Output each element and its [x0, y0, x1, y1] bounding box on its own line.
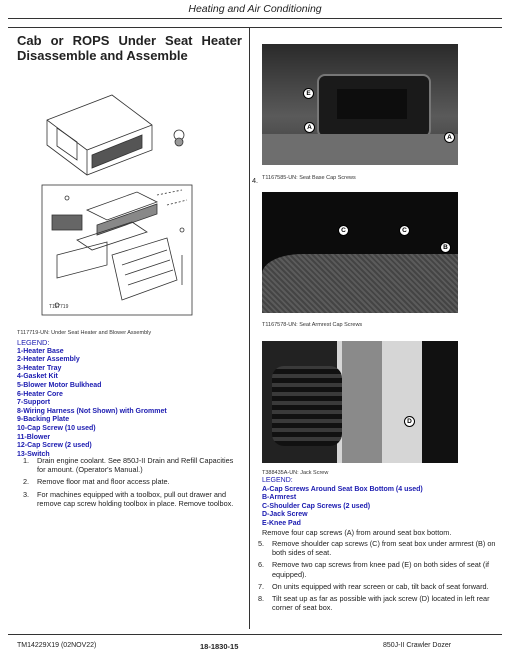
legend-item: 2-Heater Assembly: [17, 356, 80, 364]
legend-item: 6-Heater Core: [17, 390, 63, 398]
legend-item: 7-Support: [17, 399, 51, 407]
footer-page-number: 18-1830-15: [200, 642, 239, 651]
footer-rule: [8, 634, 502, 635]
steps-left: [17, 456, 242, 511]
legend-item: 8-Wiring Harness (Not Shown) with Grommet: [17, 407, 167, 415]
step-item: 1. Drain engine coolant. See 850J-II Drain and Refill Capacities for amount. (Operator's Manual.): [23, 456, 234, 475]
step-item: 7. On units equipped with rear screen or cab, tilt back of seat forward.: [258, 581, 489, 591]
section-title-line2: Disassemble and Assemble: [17, 48, 188, 63]
legend-item: 12-Cap Screw (2 used): [17, 442, 92, 450]
legend-item: 9-Backing Plate: [17, 416, 70, 424]
legend1-heading: LEGEND:: [17, 338, 50, 347]
seat-armrest-photo: [262, 192, 458, 313]
jack-screw-photo: [262, 341, 458, 463]
callout-D: D: [404, 416, 415, 427]
legend-item: B-Armrest: [262, 494, 297, 502]
legend-item: 10-Cap Screw (10 used): [17, 424, 96, 432]
callout-C: C: [338, 225, 349, 236]
legend-item: 3-Heater Tray: [17, 364, 62, 372]
figure1-caption: T117719-UN: Under Seat Heater and Blower Assembly: [17, 330, 152, 336]
step-item: 5. Remove shoulder cap screws (C) from seat box under armrest (B) on both sides of seat.: [258, 539, 496, 558]
legend-item: C-Shoulder Cap Screws (2 used): [262, 502, 371, 510]
photo3-caption: T388435A-UN: Jack Screw: [262, 470, 329, 476]
photo1-caption: T1167585-UN: Seat Base Cap Screws: [262, 175, 356, 181]
photo2-caption: T1167578-UN: Seat Armrest Cap Screws: [262, 322, 363, 328]
callout-A: A: [304, 122, 315, 133]
section-title-line1: Cab or ROPS Under Seat Heater: [17, 33, 242, 48]
legend-item: 1-Heater Base: [17, 347, 64, 355]
callout-A: A: [444, 132, 455, 143]
legend-item: E-Knee Pad: [262, 519, 301, 527]
steps-right: [252, 539, 500, 615]
legend-item: 13-Switch: [17, 450, 50, 458]
header-rule: [8, 18, 502, 19]
callout-E: E: [303, 88, 314, 99]
step-item: 8. Tilt seat up as far as possible with jack screw (D) located in left rear corner of seat box.: [258, 594, 490, 613]
legend-item: D-Jack Screw: [262, 511, 308, 519]
legend-item: 4-Gasket Kit: [17, 373, 58, 381]
step4-number: 4.: [252, 176, 259, 185]
legend-item: 5-Blower Motor Bulkhead: [17, 381, 102, 389]
step-item: 2. Remove floor mat and floor access plate.: [23, 477, 170, 487]
page-header-title: Heating and Air Conditioning: [188, 3, 322, 15]
legend2-description: Remove four cap screws (A) from around seat box bottom.: [262, 527, 452, 537]
legend-item: A-Cap Screws Around Seat Box Bottom (4 used): [262, 485, 423, 493]
figure-tag: T117719: [49, 304, 69, 310]
callout-B: B: [440, 242, 451, 253]
step-item: 3. For machines equipped with a toolbox, pull out drawer and remove cap screw holding toolbox in place. Remove toolbox.: [23, 489, 234, 508]
footer-machine-name: 850J-II Crawler Dozer: [383, 642, 452, 649]
callout-C: C: [399, 225, 410, 236]
step-item: 6. Remove two cap screws from knee pad (E) on both sides of seat (if equipped).: [258, 560, 489, 579]
legend-item: 11-Blower: [17, 433, 51, 441]
section-title: [17, 33, 242, 63]
legend1: [17, 339, 242, 459]
column-divider: [249, 27, 250, 629]
seat-base-photo: [262, 44, 458, 165]
legend2-heading: LEGEND:: [262, 477, 293, 484]
footer-doc-id: TM14229X19 (02NOV22): [17, 642, 97, 649]
heater-exploded-diagram: [17, 80, 242, 330]
section-rule: [8, 27, 502, 28]
legend2: [262, 477, 497, 537]
